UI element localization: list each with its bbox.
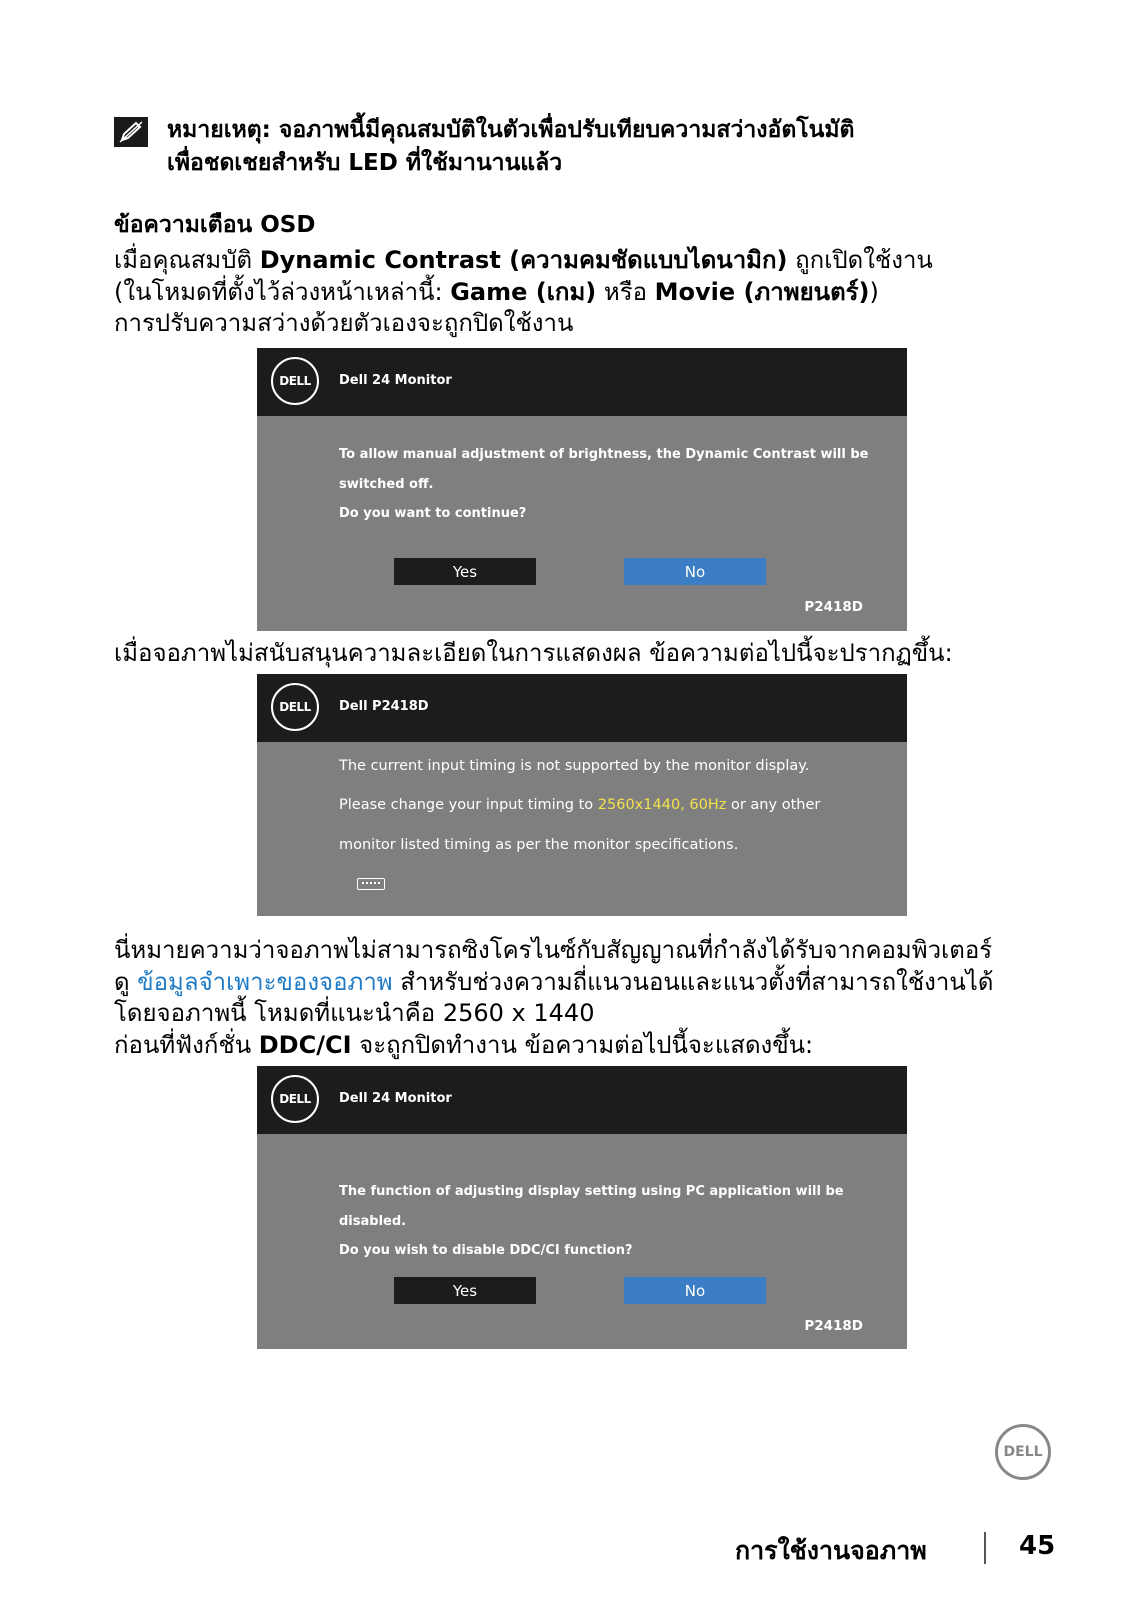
osd-message-line-3: Do you wish to disable DDC/CI function? <box>339 1243 633 1258</box>
no-button[interactable]: No <box>624 558 766 585</box>
osd-message-line-1: To allow manual adjustment of brightness, the Dynamic Contrast will be <box>339 447 869 462</box>
specifications-link[interactable]: ข้อมูลจำเพาะของจอภาพ <box>137 967 393 996</box>
dell-logo-icon: DELL <box>271 1075 319 1123</box>
para3-line4: ก่อนที่ฟังก์ชั่น DDC/CI จะถูกปิดทำงาน ข้อความต่อไปนี้จะแสดงขึ้น: <box>114 1030 814 1059</box>
para3-line3: โดยจอภาพนี้ โหมดที่แนะนำคือ 2560 x 1440 <box>114 999 595 1027</box>
osd-model-label: P2418D <box>804 1318 863 1334</box>
osd-message-line-2: switched off. <box>339 477 434 492</box>
para1-line3: การปรับความสว่างด้วยตัวเองจะถูกปิดใช้งาน <box>114 309 574 337</box>
footer-divider <box>984 1532 986 1564</box>
paragraph-dynamic-contrast <box>114 245 1074 340</box>
note-line-1: หมายเหตุ: จอภาพนี้มีคุณสมบัติในตัวเพื่อปรับเทียบความสว่างอัตโนมัติ <box>167 117 855 143</box>
dell-logo-icon: DELL <box>995 1424 1051 1480</box>
osd-message-line-1: The current input timing is not supported by the monitor display. <box>339 758 810 774</box>
dell-logo-icon: DELL <box>271 357 319 405</box>
osd-heading: ข้อความเตือน OSD <box>114 212 316 238</box>
para1-line2: (ในโหมดที่ตั้งไว้ล่วงหน้าเหล่านี้: Game (เกม) หรือ Movie (ภาพยนตร์)) <box>114 277 879 306</box>
dell-logo-icon: DELL <box>271 683 319 731</box>
osd-title: Dell P2418D <box>339 699 429 714</box>
yes-button[interactable]: Yes <box>394 1277 536 1304</box>
osd-message-line-2: disabled. <box>339 1214 407 1229</box>
osd-header <box>257 674 907 742</box>
osd-model-label: P2418D <box>804 599 863 615</box>
osd-unsupported-timing-dialog <box>257 674 907 916</box>
paragraph-sync-info <box>114 935 1074 1061</box>
displayport-icon <box>357 878 385 890</box>
osd-header <box>257 1066 907 1134</box>
osd-title: Dell 24 Monitor <box>339 373 452 388</box>
para3-line1: นี่หมายความว่าจอภาพไม่สามารถซิงโครไนซ์กับสัญญาณที่กำลังได้รับจากคอมพิวเตอร์ <box>114 936 993 964</box>
no-button[interactable]: No <box>624 1277 766 1304</box>
para1-line1: เมื่อคุณสมบัติ Dynamic Contrast (ความคมชัดแบบไดนามิก) ถูกเปิดใช้งาน <box>114 246 933 274</box>
osd-message-line-1: The function of adjusting display setting using PC application will be <box>339 1184 844 1199</box>
osd-title: Dell 24 Monitor <box>339 1091 452 1106</box>
pencil-note-icon <box>114 117 148 147</box>
osd-message-line-3: Do you want to continue? <box>339 506 527 521</box>
yes-button[interactable]: Yes <box>394 558 536 585</box>
note-text <box>167 114 1047 180</box>
paragraph-unsupported-timing: เมื่อจอภาพไม่สนับสนุนความละเอียดในการแสดงผล ข้อความต่อไปนี้จะปรากฏขึ้น: <box>114 639 953 667</box>
osd-dynamic-contrast-dialog <box>257 348 907 631</box>
page-number: 45 <box>1019 1531 1056 1561</box>
para3-line2: ดู ข้อมูลจำเพาะของจอภาพ สำหรับช่วงความถี่แนวนอนและแนวตั้งที่สามารถใช้งานได้ <box>114 967 994 996</box>
osd-ddc-ci-dialog <box>257 1066 907 1349</box>
note-line-2: เพื่อชดเชยสำหรับ LED ที่ใช้มานานแล้ว <box>167 150 563 176</box>
osd-message-line-3: monitor listed timing as per the monitor specifications. <box>339 837 739 853</box>
footer-section-title: การใช้งานจอภาพ <box>735 1536 927 1565</box>
osd-header <box>257 348 907 416</box>
osd-message-line-2: Please change your input timing to 2560x1440, 60Hz or any other <box>339 797 821 813</box>
